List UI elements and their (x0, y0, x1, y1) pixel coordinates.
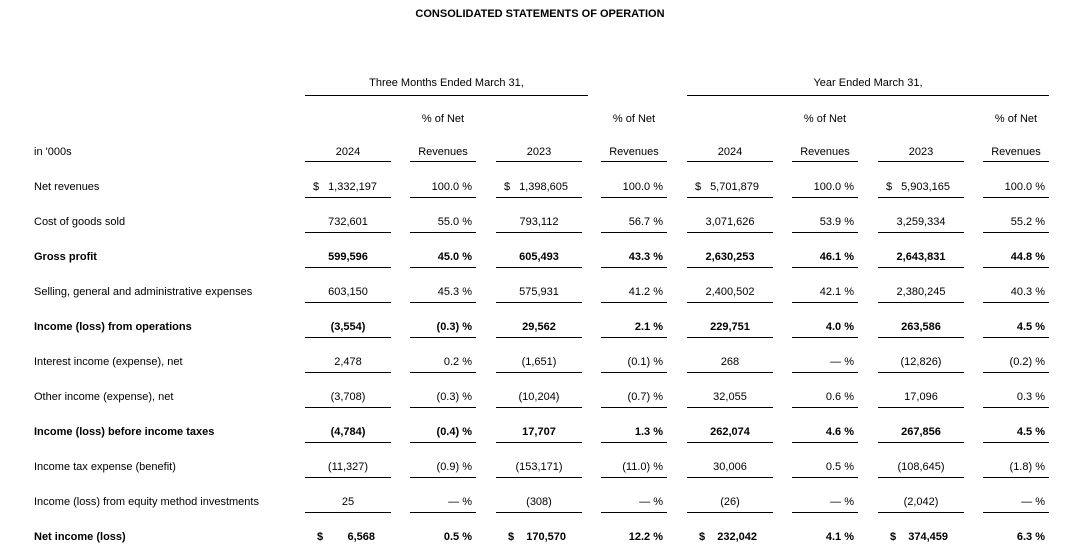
cell-value: 45.0 % (437, 251, 472, 263)
cell-value: 0.5 % (443, 531, 472, 543)
pct-cell (983, 422, 1049, 443)
pct-cell (410, 387, 476, 408)
amount-cell (305, 422, 391, 443)
amount-cell (878, 527, 964, 547)
cell-value: (1,651) (521, 356, 557, 368)
year-header: 2024 (687, 146, 773, 162)
pct-cell (792, 317, 858, 338)
amount-cell (496, 527, 582, 547)
currency-symbol: $ (886, 181, 893, 193)
year-header: 2023 (496, 146, 582, 162)
amount-cell (305, 212, 391, 233)
cell-value: — % (830, 356, 854, 368)
currency-symbol: $ (699, 531, 706, 543)
cell-value: (11.0) % (622, 461, 663, 473)
cell-value: (3,708) (330, 391, 366, 403)
cell-value: (4,784) (330, 426, 366, 438)
pct-cell (410, 492, 476, 513)
cell-value: — % (639, 496, 663, 508)
cell-value: 732,601 (328, 216, 368, 228)
cell-value: 0.5 % (825, 461, 854, 473)
cell-value: 45.3 % (437, 286, 472, 298)
amount-cell (878, 282, 964, 303)
row-label: Interest income (expense), net (34, 356, 183, 368)
cell-value: 4.0 % (825, 321, 854, 333)
cell-value: 2,380,245 (896, 286, 946, 298)
cell-value: 575,931 (519, 286, 559, 298)
cell-value: (0.3) % (436, 321, 472, 333)
pct-cell (792, 282, 858, 303)
cell-value: (0.7) % (627, 391, 663, 403)
cell-value: (0.2) % (1009, 356, 1045, 368)
amount-cell (496, 352, 582, 373)
pct-cell (792, 492, 858, 513)
cell-value: 40.3 % (1010, 286, 1045, 298)
pct-net-header: % of Net (612, 113, 656, 125)
statement-title: CONSOLIDATED STATEMENTS OF OPERATION (415, 8, 665, 20)
cell-value: 262,074 (710, 426, 750, 438)
cell-value: (0.3) % (436, 391, 472, 403)
cell-value: 44.8 % (1010, 251, 1045, 263)
pct-cell (983, 282, 1049, 303)
amount-cell (687, 457, 773, 478)
amount-cell (878, 212, 964, 233)
row-label: Income (loss) before income taxes (34, 426, 215, 438)
cell-value: 232,042 (717, 531, 757, 543)
pct-cell (792, 212, 858, 233)
cell-value: 55.0 % (437, 216, 472, 228)
cell-value: 263,586 (901, 321, 941, 333)
currency-symbol: $ (504, 181, 511, 193)
cell-value: 4.1 % (825, 531, 854, 543)
pct-revenues-header: Revenues (601, 146, 667, 162)
cell-value: 46.1 % (819, 251, 854, 263)
pct-cell (792, 422, 858, 443)
amount-cell (687, 527, 773, 547)
cell-value: (308) (526, 496, 552, 508)
amount-cell (878, 387, 964, 408)
amount-cell (878, 317, 964, 338)
cell-value: 30,006 (713, 461, 747, 473)
cell-value: (108,645) (897, 461, 945, 473)
pct-cell (792, 352, 858, 373)
cell-value: 793,112 (519, 216, 559, 228)
pct-cell (983, 492, 1049, 513)
cell-value: (1.8) % (1009, 461, 1045, 473)
pct-cell (983, 247, 1049, 268)
row-label: Net income (loss) (34, 531, 126, 543)
row-label: Income tax expense (benefit) (34, 461, 176, 473)
cell-value: (2,042) (903, 496, 939, 508)
cell-value: 4.5 % (1016, 426, 1045, 438)
pct-cell (601, 422, 667, 443)
pct-cell (792, 387, 858, 408)
pct-cell (601, 527, 667, 547)
cell-value: 0.6 % (825, 391, 854, 403)
pct-cell (601, 457, 667, 478)
pct-cell (983, 527, 1049, 547)
pct-cell (601, 177, 667, 198)
row-label: Cost of goods sold (34, 216, 126, 228)
amount-cell (687, 212, 773, 233)
pct-net-header: % of Net (421, 113, 465, 125)
amount-cell (305, 352, 391, 373)
amount-cell (305, 247, 391, 268)
cell-value: (12,826) (900, 356, 942, 368)
amount-cell (687, 177, 773, 198)
pct-cell (601, 492, 667, 513)
pct-net-header: % of Net (803, 113, 847, 125)
cell-value: 603,150 (328, 286, 368, 298)
amount-cell (687, 422, 773, 443)
amount-cell (305, 457, 391, 478)
cell-value: 2,400,502 (705, 286, 755, 298)
cell-value: (26) (720, 496, 740, 508)
pct-net-header: % of Net (994, 113, 1038, 125)
amount-cell (687, 352, 773, 373)
cell-value: 12.2 % (628, 531, 663, 543)
pct-cell (983, 387, 1049, 408)
cell-value: 2,643,831 (896, 251, 946, 263)
pct-cell (792, 247, 858, 268)
amount-cell (687, 282, 773, 303)
group-header-three-months: Three Months Ended March 31, (369, 77, 524, 89)
pct-cell (601, 282, 667, 303)
cell-value: 100.0 % (1004, 181, 1045, 193)
cell-value: 43.3 % (628, 251, 663, 263)
cell-value: 2.1 % (634, 321, 663, 333)
cell-value: (0.1) % (627, 356, 663, 368)
currency-symbol: $ (890, 531, 897, 543)
amount-cell (878, 457, 964, 478)
row-label: Net revenues (34, 181, 100, 193)
cell-value: 42.1 % (819, 286, 854, 298)
amount-cell (496, 387, 582, 408)
amount-cell (305, 317, 391, 338)
cell-value: 32,055 (713, 391, 747, 403)
pct-cell (601, 317, 667, 338)
group-header-year: Year Ended March 31, (813, 77, 923, 89)
cell-value: 6.3 % (1016, 531, 1045, 543)
cell-value: 3,259,334 (896, 216, 946, 228)
pct-cell (601, 247, 667, 268)
cell-value: (10,204) (518, 391, 560, 403)
amount-cell (878, 352, 964, 373)
cell-value: 5,701,879 (710, 181, 759, 193)
pct-cell (792, 177, 858, 198)
pct-cell (410, 212, 476, 233)
cell-value: 56.7 % (628, 216, 663, 228)
cell-value: 4.6 % (825, 426, 854, 438)
cell-value: (0.9) % (436, 461, 472, 473)
pct-cell (410, 177, 476, 198)
pct-cell (601, 352, 667, 373)
cell-value: 100.0 % (431, 181, 472, 193)
amount-cell (496, 492, 582, 513)
cell-value: 2,630,253 (705, 251, 755, 263)
pct-cell (410, 282, 476, 303)
amount-cell (496, 282, 582, 303)
cell-value: — % (448, 496, 472, 508)
cell-value: 599,596 (328, 251, 368, 263)
cell-value: 55.2 % (1010, 216, 1045, 228)
pct-cell (983, 317, 1049, 338)
row-label: Selling, general and administrative expenses (34, 286, 253, 298)
cell-value: (153,171) (515, 461, 563, 473)
pct-cell (410, 247, 476, 268)
pct-cell (983, 352, 1049, 373)
amount-cell (305, 492, 391, 513)
cell-value: 100.0 % (622, 181, 663, 193)
row-label: Income (loss) from equity method investments (34, 496, 259, 508)
currency-symbol: $ (313, 181, 320, 193)
cell-value: 1,398,605 (519, 181, 568, 193)
cell-value: 1.3 % (634, 426, 663, 438)
cell-value: 229,751 (710, 321, 750, 333)
currency-symbol: $ (317, 531, 324, 543)
cell-value: 53.9 % (819, 216, 854, 228)
amount-cell (305, 387, 391, 408)
amount-cell (687, 247, 773, 268)
pct-cell (983, 457, 1049, 478)
currency-symbol: $ (695, 181, 702, 193)
group-divider (305, 95, 588, 96)
year-header: 2023 (878, 146, 964, 162)
cell-value: 0.2 % (443, 356, 472, 368)
year-header: 2024 (305, 146, 391, 162)
amount-cell (878, 247, 964, 268)
amount-cell (305, 177, 391, 198)
cell-value: 41.2 % (628, 286, 663, 298)
amount-cell (305, 282, 391, 303)
cell-value: 29,562 (522, 321, 556, 333)
amount-cell (687, 492, 773, 513)
cell-value: (11,327) (327, 461, 369, 473)
cell-value: 17,096 (904, 391, 938, 403)
cell-value: 17,707 (522, 426, 556, 438)
amount-cell (305, 527, 391, 547)
cell-value: 25 (341, 496, 355, 508)
amount-cell (496, 177, 582, 198)
amount-cell (496, 212, 582, 233)
cell-value: — % (830, 496, 854, 508)
pct-cell (983, 177, 1049, 198)
pct-revenues-header: Revenues (410, 146, 476, 162)
pct-cell (410, 527, 476, 547)
pct-cell (410, 422, 476, 443)
row-label: Other income (expense), net (34, 391, 174, 403)
pct-cell (601, 387, 667, 408)
cell-value: 170,570 (526, 531, 566, 543)
pct-revenues-header: Revenues (792, 146, 858, 162)
group-divider (687, 95, 1049, 96)
amount-cell (496, 422, 582, 443)
pct-cell (983, 212, 1049, 233)
cell-value: 6,568 (347, 531, 375, 543)
amount-cell (878, 422, 964, 443)
pct-revenues-header: Revenues (983, 146, 1049, 162)
pct-cell (792, 457, 858, 478)
row-label: Income (loss) from operations (34, 321, 192, 333)
cell-value: 1,332,197 (328, 181, 377, 193)
cell-value: 4.5 % (1016, 321, 1045, 333)
amount-cell (687, 387, 773, 408)
cell-value: 374,459 (908, 531, 948, 543)
currency-symbol: $ (508, 531, 515, 543)
cell-value: 268 (720, 356, 740, 368)
unit-label: in '000s (34, 146, 72, 158)
cell-value: 5,903,165 (901, 181, 950, 193)
cell-value: 3,071,626 (705, 216, 755, 228)
cell-value: 2,478 (334, 356, 362, 368)
pct-cell (601, 212, 667, 233)
cell-value: (0.4) % (436, 426, 472, 438)
row-label: Gross profit (34, 251, 97, 263)
cell-value: 0.3 % (1016, 391, 1045, 403)
cell-value: — % (1021, 496, 1045, 508)
amount-cell (687, 317, 773, 338)
cell-value: 605,493 (519, 251, 559, 263)
amount-cell (496, 317, 582, 338)
cell-value: 100.0 % (813, 181, 854, 193)
pct-cell (792, 527, 858, 547)
pct-cell (410, 352, 476, 373)
pct-cell (410, 457, 476, 478)
amount-cell (878, 177, 964, 198)
amount-cell (878, 492, 964, 513)
cell-value: (3,554) (330, 321, 366, 333)
cell-value: 267,856 (901, 426, 941, 438)
pct-cell (410, 317, 476, 338)
amount-cell (496, 457, 582, 478)
amount-cell (496, 247, 582, 268)
